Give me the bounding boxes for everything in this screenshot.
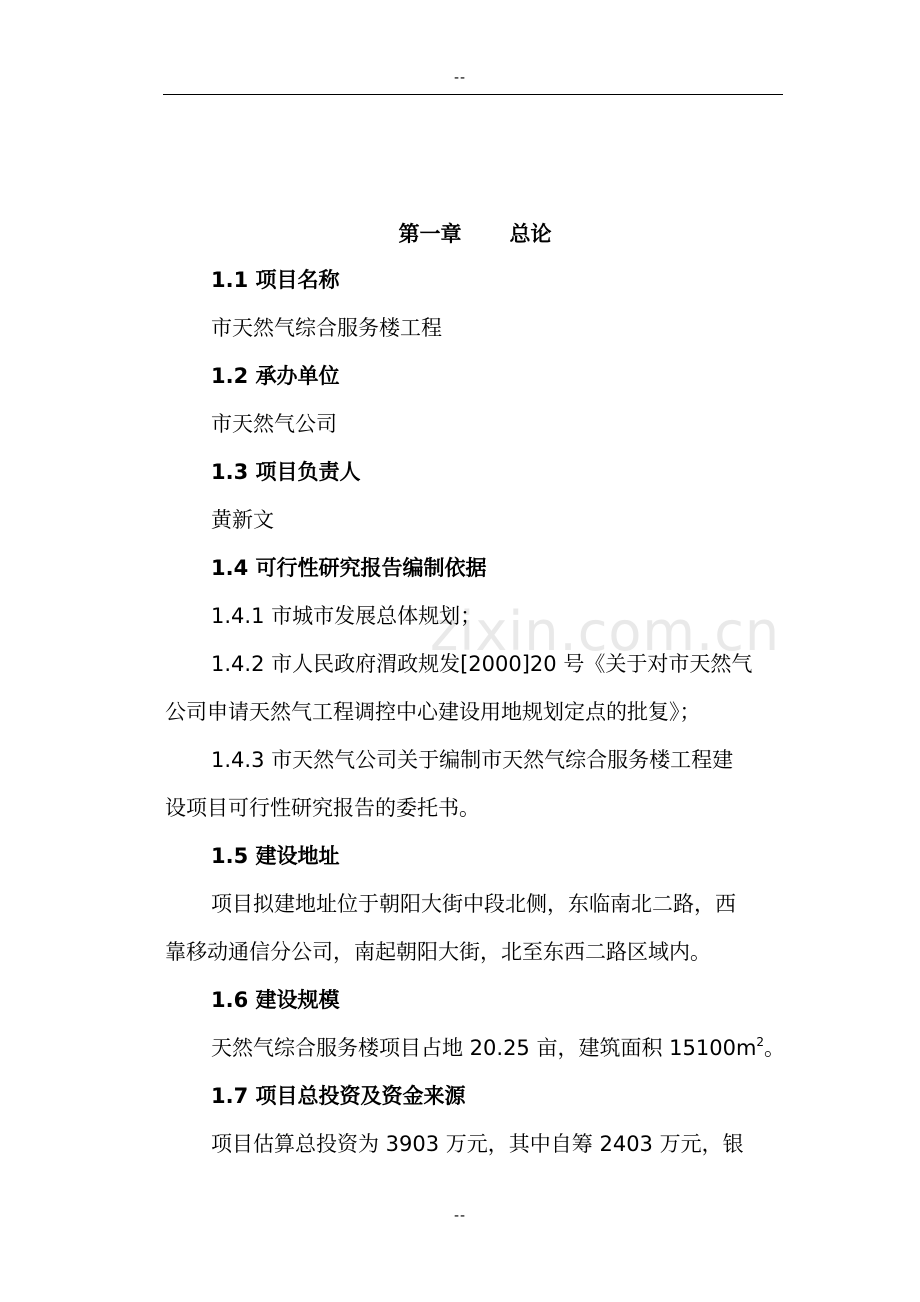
scale-text-end: 。 [764,1036,786,1060]
area-unit-superscript: 2 [756,1035,765,1049]
document-body [165,212,785,1168]
page-header-mark: -- [453,70,467,86]
basis-item-1-4-3-line1: 1.4.3 市天然气公司关于编制市天然气综合服务楼工程建 [211,748,734,772]
chapter-name: 总论 [509,222,552,246]
section-body-1-7-line1: 项目估算总投资为 3903 万元，其中自筹 2403 万元，银 [211,1132,744,1156]
scale-text: 天然气综合服务楼项目占地 20.25 亩，建筑面积 15100m [211,1036,757,1060]
watermark: zixin.com.cn [430,600,781,663]
section-heading-1-7: 1.7 项目总投资及资金来源 [211,1084,466,1108]
section-body-1-6 [165,1024,785,1072]
basis-item-1-4-2-line2: 公司申请天然气工程调控中心建设用地规划定点的批复》； [165,700,701,724]
basis-item-1-4-1: 1.4.1 市城市发展总体规划； [211,604,482,628]
basis-item-1-4-2-line1: 1.4.2 市人民政府渭政规发[2000]20 号《关于对市天然气 [211,652,753,676]
section-body-1-1: 市天然气综合服务楼工程 [211,316,442,340]
section-body-1-2: 市天然气公司 [211,412,337,436]
section-heading-1-2: 1.2 承办单位 [211,364,340,388]
basis-item-1-4-3-line2: 设项目可行性研究报告的委托书。 [165,796,480,820]
section-body-1-5-line2: 靠移动通信分公司，南起朝阳大街，北至东西二路区域内。 [165,940,711,964]
section-body-1-3: 黄新文 [211,508,274,532]
section-heading-1-3: 1.3 项目负责人 [211,460,361,484]
page-footer-mark: -- [453,1208,467,1224]
section-body-1-5-line1: 项目拟建地址位于朝阳大街中段北侧，东临南北二路，西 [211,892,736,916]
section-heading-1-5: 1.5 建设地址 [211,844,340,868]
section-heading-1-4: 1.4 可行性研究报告编制依据 [211,556,487,580]
header-rule [163,94,783,95]
chapter-number: 第一章 [398,222,462,246]
section-heading-1-6: 1.6 建设规模 [211,988,340,1012]
section-heading-1-1: 1.1 项目名称 [211,268,340,292]
chapter-title [165,212,785,256]
